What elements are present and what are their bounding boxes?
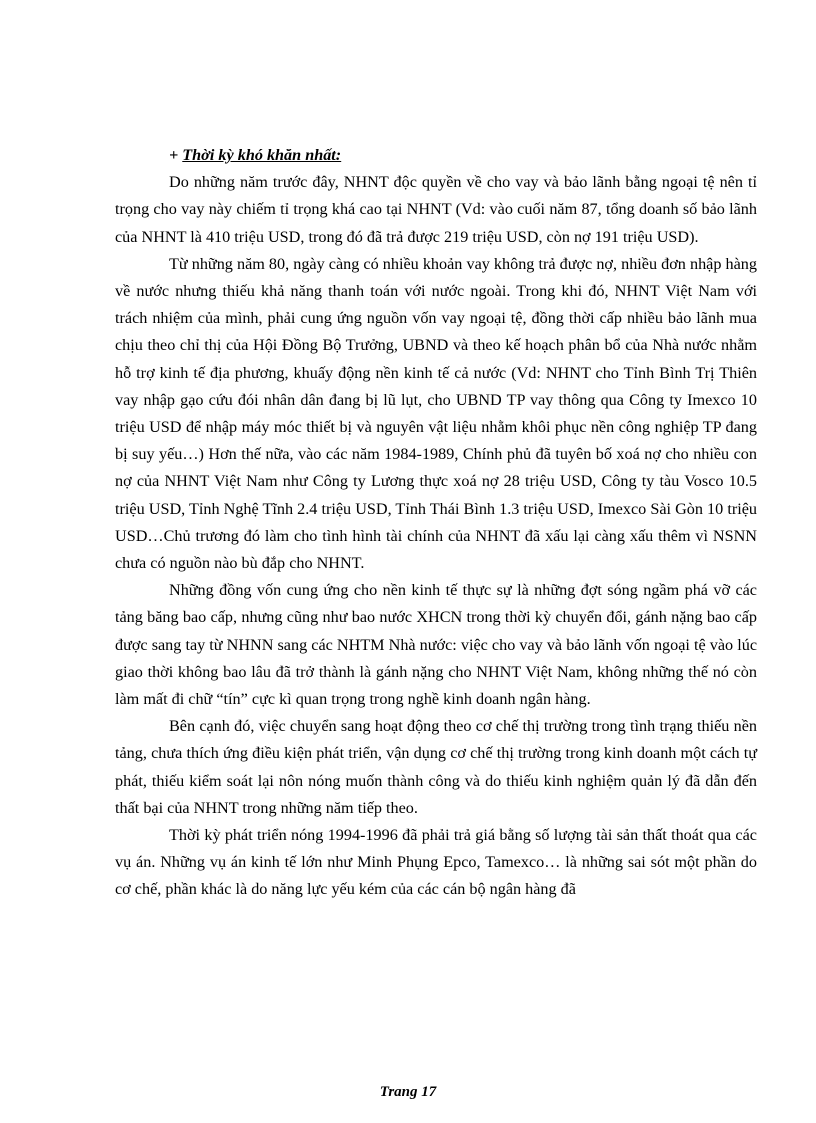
heading-title: Thời kỳ khó khăn nhất: xyxy=(182,146,342,164)
paragraph-3: Những đồng vốn cung ứng cho nền kinh tế thực sự là những đợt sóng ngầm phá vỡ các tảng băng bao cấp, nhưng cũng như bao nước XHCN trong thời kỳ chuyển đổi, gánh nặng bao cấp được sang tay từ NHNN sang các NHTM Nhà nước: việc cho vay và bảo lãnh vốn ngoại tệ vào lúc giao thời không bao lâu đã trở thành là gánh nặng cho NHNT Việt Nam, không những thế nó còn làm mất đi chữ “tín” cực kì quan trọng trong nghề kinh doanh ngân hàng. xyxy=(115,581,757,709)
paragraph-5: Thời kỳ phát triển nóng 1994-1996 đã phải trả giá bằng số lượng tài sản thất thoát qua các vụ án. Những vụ án kinh tế lớn như Minh Phụng Epco, Tamexco… là những sai sót một phần do cơ chế, phần khác là do năng lực yếu kém của các cán bộ ngân hàng đã xyxy=(115,826,757,899)
heading-prefix: + xyxy=(169,146,183,164)
paragraph-4: Bên cạnh đó, việc chuyển sang hoạt động theo cơ chế thị trường trong tình trạng thiếu nền tảng, chưa thích ứng điều kiện phát triển, vận dụng cơ chế thị trường trong kinh doanh một cách tự phát, thiếu kiểm soát lại nôn nóng muốn thành công và do thiếu kinh nghiệm quản lý đã dẫn đến thất bại của NHNT trong những năm tiếp theo. xyxy=(115,717,757,817)
document-body xyxy=(115,142,757,904)
page-number: Trang 17 xyxy=(379,1084,437,1100)
paragraph-1: Do những năm trước đây, NHNT độc quyền về cho vay và bảo lãnh bằng ngoại tệ nên tỉ trọng cho vay này chiếm tỉ trọng khá cao tại NHNT (Vd: vào cuối năm 87, tổng doanh số bảo lãnh của NHNT là 410 triệu USD, trong đó đã trả được 219 triệu USD, còn nợ 191 triệu USD). xyxy=(115,173,757,246)
paragraph-2: Từ những năm 80, ngày càng có nhiều khoản vay không trả được nợ, nhiều đơn nhập hàng về nước nhưng thiếu khả năng thanh toán với nước ngoài. Trong khi đó, NHNT Việt Nam với trách nhiệm của mình, phải cung ứng nguồn vốn vay ngoại tệ, đồng thời cấp nhiều bảo lãnh mua chịu theo chỉ thị của Hội Đồng Bộ Trưởng, UBND và theo kế hoạch phân bổ của Nhà nước nhằm hỗ trợ kinh tế địa phương, khuấy động nền kinh tế cả nước (Vd: NHNT cho Tỉnh Bình Trị Thiên vay nhập gạo cứu đói nhân dân đang bị lũ lụt, cho UBND TP vay thông qua Công ty Imexco 10 triệu USD để nhập máy móc thiết bị và nguyên vật liệu nhằm khôi phục nền công nghiệp TP đang bị suy yếu…) Hơn thế nữa, vào các năm 1984-1989, Chính phủ đã tuyên bố xoá nợ cho nhiều con nợ của NHNT Việt Nam như Công ty Lương thực xoá nợ 28 triệu USD, Công ty tàu Vosco 10.5 triệu USD, Tỉnh Nghệ Tĩnh 2.4 triệu USD, Tỉnh Thái Bình 1.3 triệu USD, Imexco Sài Gòn 10 triệu USD…Chủ trương đó làm cho tình hình tài chính của NHNT đã xấu lại càng xấu thêm vì NSNN chưa có nguồn nào bù đắp cho NHNT. xyxy=(115,254,757,573)
section-heading xyxy=(115,142,757,169)
